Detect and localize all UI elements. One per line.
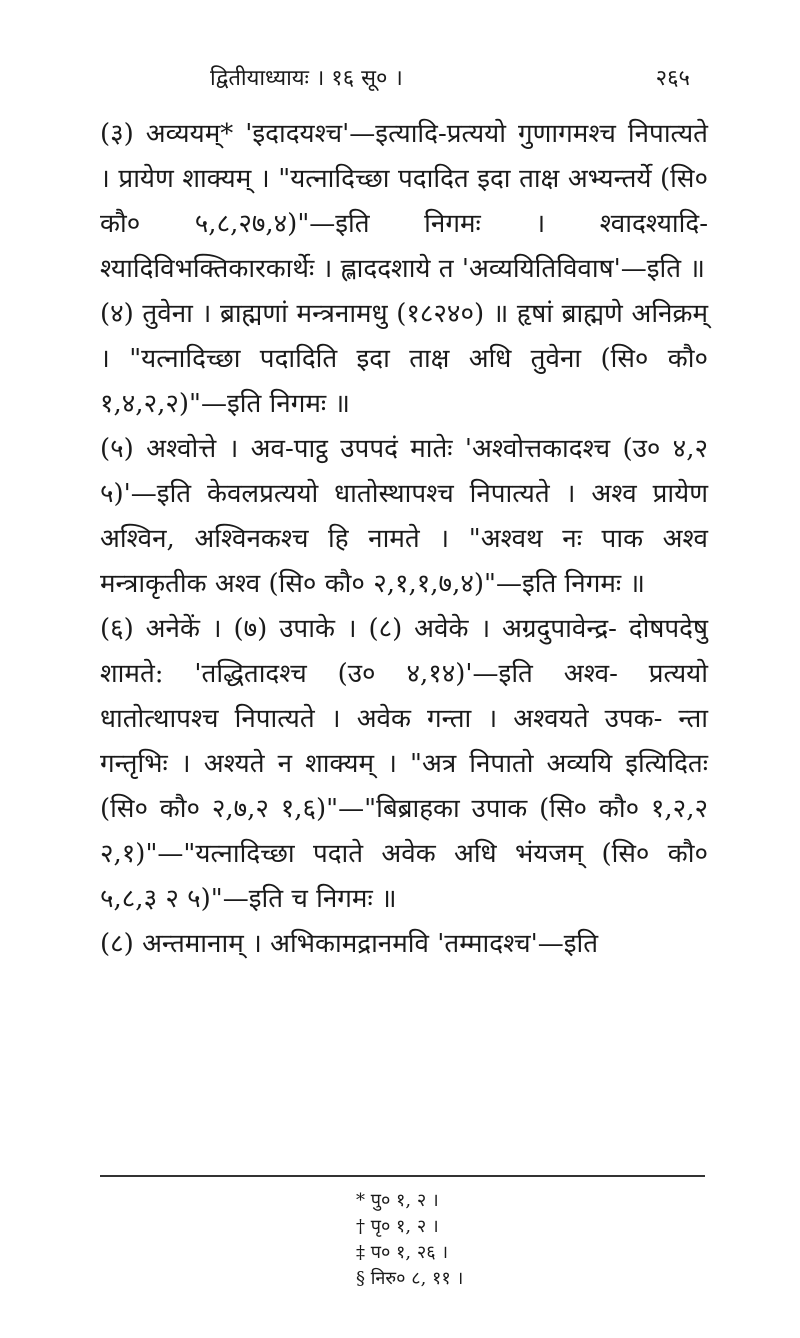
page-number: २६५ — [655, 66, 690, 91]
paragraph: (५) अश्वोत्ते । अव-पाट्ठ उपपदं मातेः 'अश्वोत्तकादश्च (उ० ४,२ ५)'—इति केवलप्रत्ययो धातोस्थापश्च निपात्यते । अश्व प्रायेण अश्विन, अश्विनकश्च हि नामते । "अश्वथ नः पाक अश्व मन्त्राकृतीक अश्व (सि० कौ० २,१,१,७,४)"—इति निगमः ॥ — [100, 434, 708, 599]
paragraph: (४) तुवेना । ब्राह्मणां मन्त्रनामधु (१८२४०) ॥ हृषां ब्राह्मणे अनिक्रम् । "यत्नादिच्छा पदादिति इदा ताक्ष अधि तुवेना (सि० कौ० १,४,२,२)"—इति निगमः ॥ — [100, 299, 708, 419]
footnote-divider — [100, 1175, 705, 1177]
running-title: द्वितीयाध्यायः । १६ सू० । — [210, 66, 403, 91]
footnotes — [356, 1188, 616, 1292]
running-head — [110, 62, 690, 96]
paragraph: (६) अनेकें । (७) उपाके । (८) अवेके । अग्रदुपावेन्द्र- दोषपदेषु शामते: 'तद्धितादश्च (उ० ४,१४)'—इति अश्व- प्रत्ययो धातोत्थापश्च निपात्यते । अवेक गन्ता । अश्वयते उपक- न्ता गन्तृभिः । अश्यते न शाक्यम् । "अत्र निपातो अव्ययि इत्यिदितः (सि० कौ० २,७,२ १,६)"—"बिब्राहका उपाक (सि० कौ० १,२,२ २,१)"—"यत्नादिच्छा पदाते अवेक अधि भंयजम् (सि० कौ० ५,८,३ २ ५)"—इति च निगमः ॥ — [100, 614, 708, 914]
footnote: § निरु० ८, ११ । — [356, 1268, 464, 1289]
footnote: † पृ० १, २ । — [356, 1216, 439, 1237]
paragraph: (३) अव्ययम्* 'इदादयश्च'—इत्यादि-प्रत्ययो गुणागमश्च निपात्यते । प्रायेण शाक्यम् । "यत्नादिच्छा पदादित इदा ताक्ष अभ्यन्तर्ये (सि० कौ० ५,८,२७,४)"—इति निगमः । श्वादश्यादि- श्यादिविभक्तिकारकार्थेः । ह्लाददशाये त 'अव्ययितिविवाष'—इति ॥ — [100, 119, 708, 284]
footnote: ‡ प० १, २६ । — [356, 1242, 449, 1263]
paragraph: (८) अन्तमानाम् । अभिकामद्रानमवि 'तम्मादश्च'—इति — [100, 929, 599, 959]
footnote: * पु० १, २ । — [356, 1190, 439, 1211]
body-text — [100, 112, 708, 967]
